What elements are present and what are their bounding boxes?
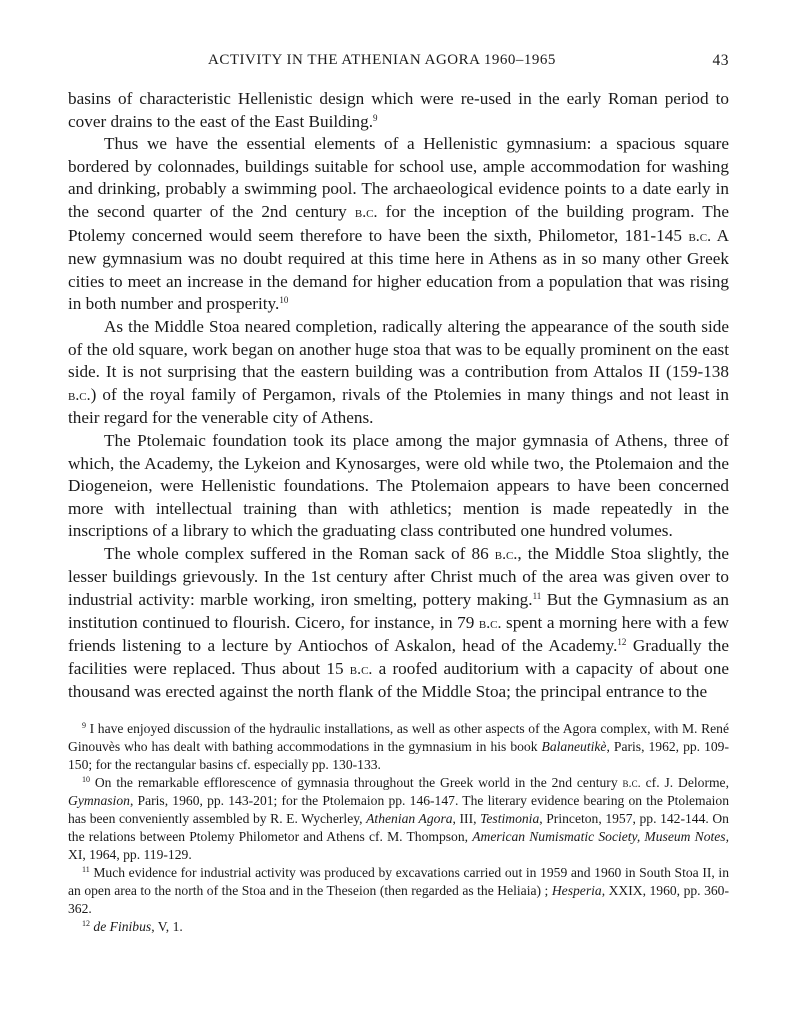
footnote-text: On the remarkable efflorescence of gymnasia throughout the Greek world in the 2nd century <box>90 775 623 790</box>
paragraph-text: , the Middle Stoa slightly, the lesser buildings grievously. In the 1st century after Christ much of the area was given over to industrial activity: marble working, iron smelting, pottery making. <box>68 543 730 610</box>
footnote-mark: 11 <box>82 865 90 874</box>
footnote-10 <box>68 774 729 864</box>
footnote-mark: 10 <box>82 775 90 784</box>
footnote-ref: 11 <box>532 591 542 602</box>
footnote-11 <box>68 864 729 918</box>
footnote-text: XI, 1964, pp. 119-129. <box>68 847 192 862</box>
book-title: Gymnasion <box>68 793 130 808</box>
footnote-mark: 9 <box>82 721 86 730</box>
footnote-ref: 12 <box>617 637 627 648</box>
paragraph-text: As the Middle Stoa neared completion, radically altering the appearance of the south side of the old square, work began on another huge stoa that was to be equally prominent on the east side. It is not surprising that the eastern building was a contribution from Attalos II (159-138 <box>68 316 729 382</box>
era-abbrev: b.c. <box>354 203 378 221</box>
paragraph-text: basins of characteristic Hellenistic design which were re-used in the early Roman period to cover drains to the east of the East Building. <box>68 89 729 131</box>
footnote-text: , XXIX, 1960, pp. 360-362. <box>68 883 729 916</box>
paragraph-text: a roofed auditorium with a capacity of about one thousand was erected against the north flank of the Middle Stoa; the principal entrance to the <box>68 658 729 702</box>
footnote-text: , V, 1. <box>151 919 183 934</box>
paragraph-text: for the inception of the building program. The Ptolemy concerned would seem therefore to have been the sixth, Philometor, 181-145 <box>68 201 729 245</box>
era-abbrev: b.c. <box>494 545 518 563</box>
paragraph-text: The whole complex suffered in the Roman sack of 86 <box>104 543 495 563</box>
paragraph-1 <box>68 88 729 133</box>
footnote-ref: 9 <box>373 112 378 123</box>
paragraph-text: A new gymnasium was no doubt required at this time here in Athens as in so many other Greek cities to meet an increase in the demand for higher education from a population that was rising in both number and prosperity. <box>68 225 729 314</box>
paragraph-5 <box>68 543 729 704</box>
book-title: American Numismatic Society, Museum Notes, <box>472 829 729 844</box>
era-abbrev: b.c. <box>478 614 502 632</box>
footnote-12 <box>68 918 729 936</box>
body-text <box>68 88 729 704</box>
book-title: Athenian Agora <box>366 811 453 826</box>
paragraph-text: The Ptolemaic foundation took its place among the major gymnasia of Athens, three of which, the Academy, the Lykeion and Kynosarges, were old while two, the Ptolemaion and the Diogeneion, were Hellenistic foundations. The Ptolemaion appears to have been concerned more with intellectual training than with athletics; mention is made repeatedly in the inscriptions of a library to which the graduating class contributed one hundred volumes. <box>68 430 729 541</box>
page-number: 43 <box>712 52 729 69</box>
paragraph-text: ) of the royal family of Pergamon, rivals of the Ptolemies in many things and not least in their regard for the venerable city of Athens. <box>68 384 729 428</box>
footnote-text: Much evidence for industrial activity was produced by excavations carried out in 1959 and 1960 in South Stoa II, in an open area to the north of the Stoa and in the Theseion (then regarded as the Heliaia) ; <box>68 865 729 898</box>
footnotes <box>68 720 729 936</box>
era-abbrev: b.c. <box>68 386 91 404</box>
footnote-text: cf. J. Delorme, <box>640 775 729 790</box>
era-abbrev: b.c. <box>688 227 712 245</box>
footnote-text: , Princeton, 1957, pp. 142-144. On the relations between Ptolemy Philometor and Athens cf. M. Thompson, <box>68 811 729 844</box>
book-title: de Finibus <box>93 919 152 934</box>
paragraph-4 <box>68 430 729 543</box>
footnote-text: , Paris, 1960, pp. 143-201; for the Ptolemaion pp. 146-147. The literary evidence bearing on the Ptolemaion has been conveniently assembled by R. E. Wycherley, <box>68 793 729 826</box>
book-title: Hesperia <box>551 883 602 898</box>
paragraph-text: spent a morning here with a few friends listening to a lecture by Antiochos of Askalon, head of the Academy. <box>68 612 729 656</box>
book-title: Balaneutikè <box>541 739 607 754</box>
paragraph-text: Gradually the facilities were replaced. Thus about 15 <box>68 636 729 678</box>
book-title: Testimonia <box>480 811 540 826</box>
paragraph-text: Thus we have the essential elements of a Hellenistic gymnasium: a spacious square bordered by colonnades, buildings suitable for school use, ample accommodation for washing and drinking, probably a swimming pool. The archaeological evidence points to a date early in the second quarter of the 2nd century <box>68 134 729 221</box>
paragraph-2 <box>68 133 729 316</box>
paragraph-3 <box>68 316 729 430</box>
footnote-text: , III, <box>452 811 481 826</box>
paragraph-text: But the Gymnasium as an institution continued to flourish. Cicero, for instance, in 79 <box>68 590 730 632</box>
footnote-9 <box>68 720 729 774</box>
running-title: ACTIVITY IN THE ATHENIAN AGORA 1960–1965 <box>208 52 556 68</box>
running-head <box>68 52 729 74</box>
footnote-text: , Paris, 1962, pp. 109-150; for the rectangular basins cf. especially pp. 130-133. <box>68 739 730 772</box>
era-abbrev: b.c. <box>622 776 641 790</box>
footnote-mark: 12 <box>82 919 90 928</box>
footnote-text: I have enjoyed discussion of the hydraulic installations, as well as other aspects of the Agora complex, with M. René Ginouvès who has dealt with bathing accommodations in the gymnasium in his book <box>68 721 729 754</box>
footnote-ref: 10 <box>279 295 289 306</box>
era-abbrev: b.c. <box>349 660 373 678</box>
